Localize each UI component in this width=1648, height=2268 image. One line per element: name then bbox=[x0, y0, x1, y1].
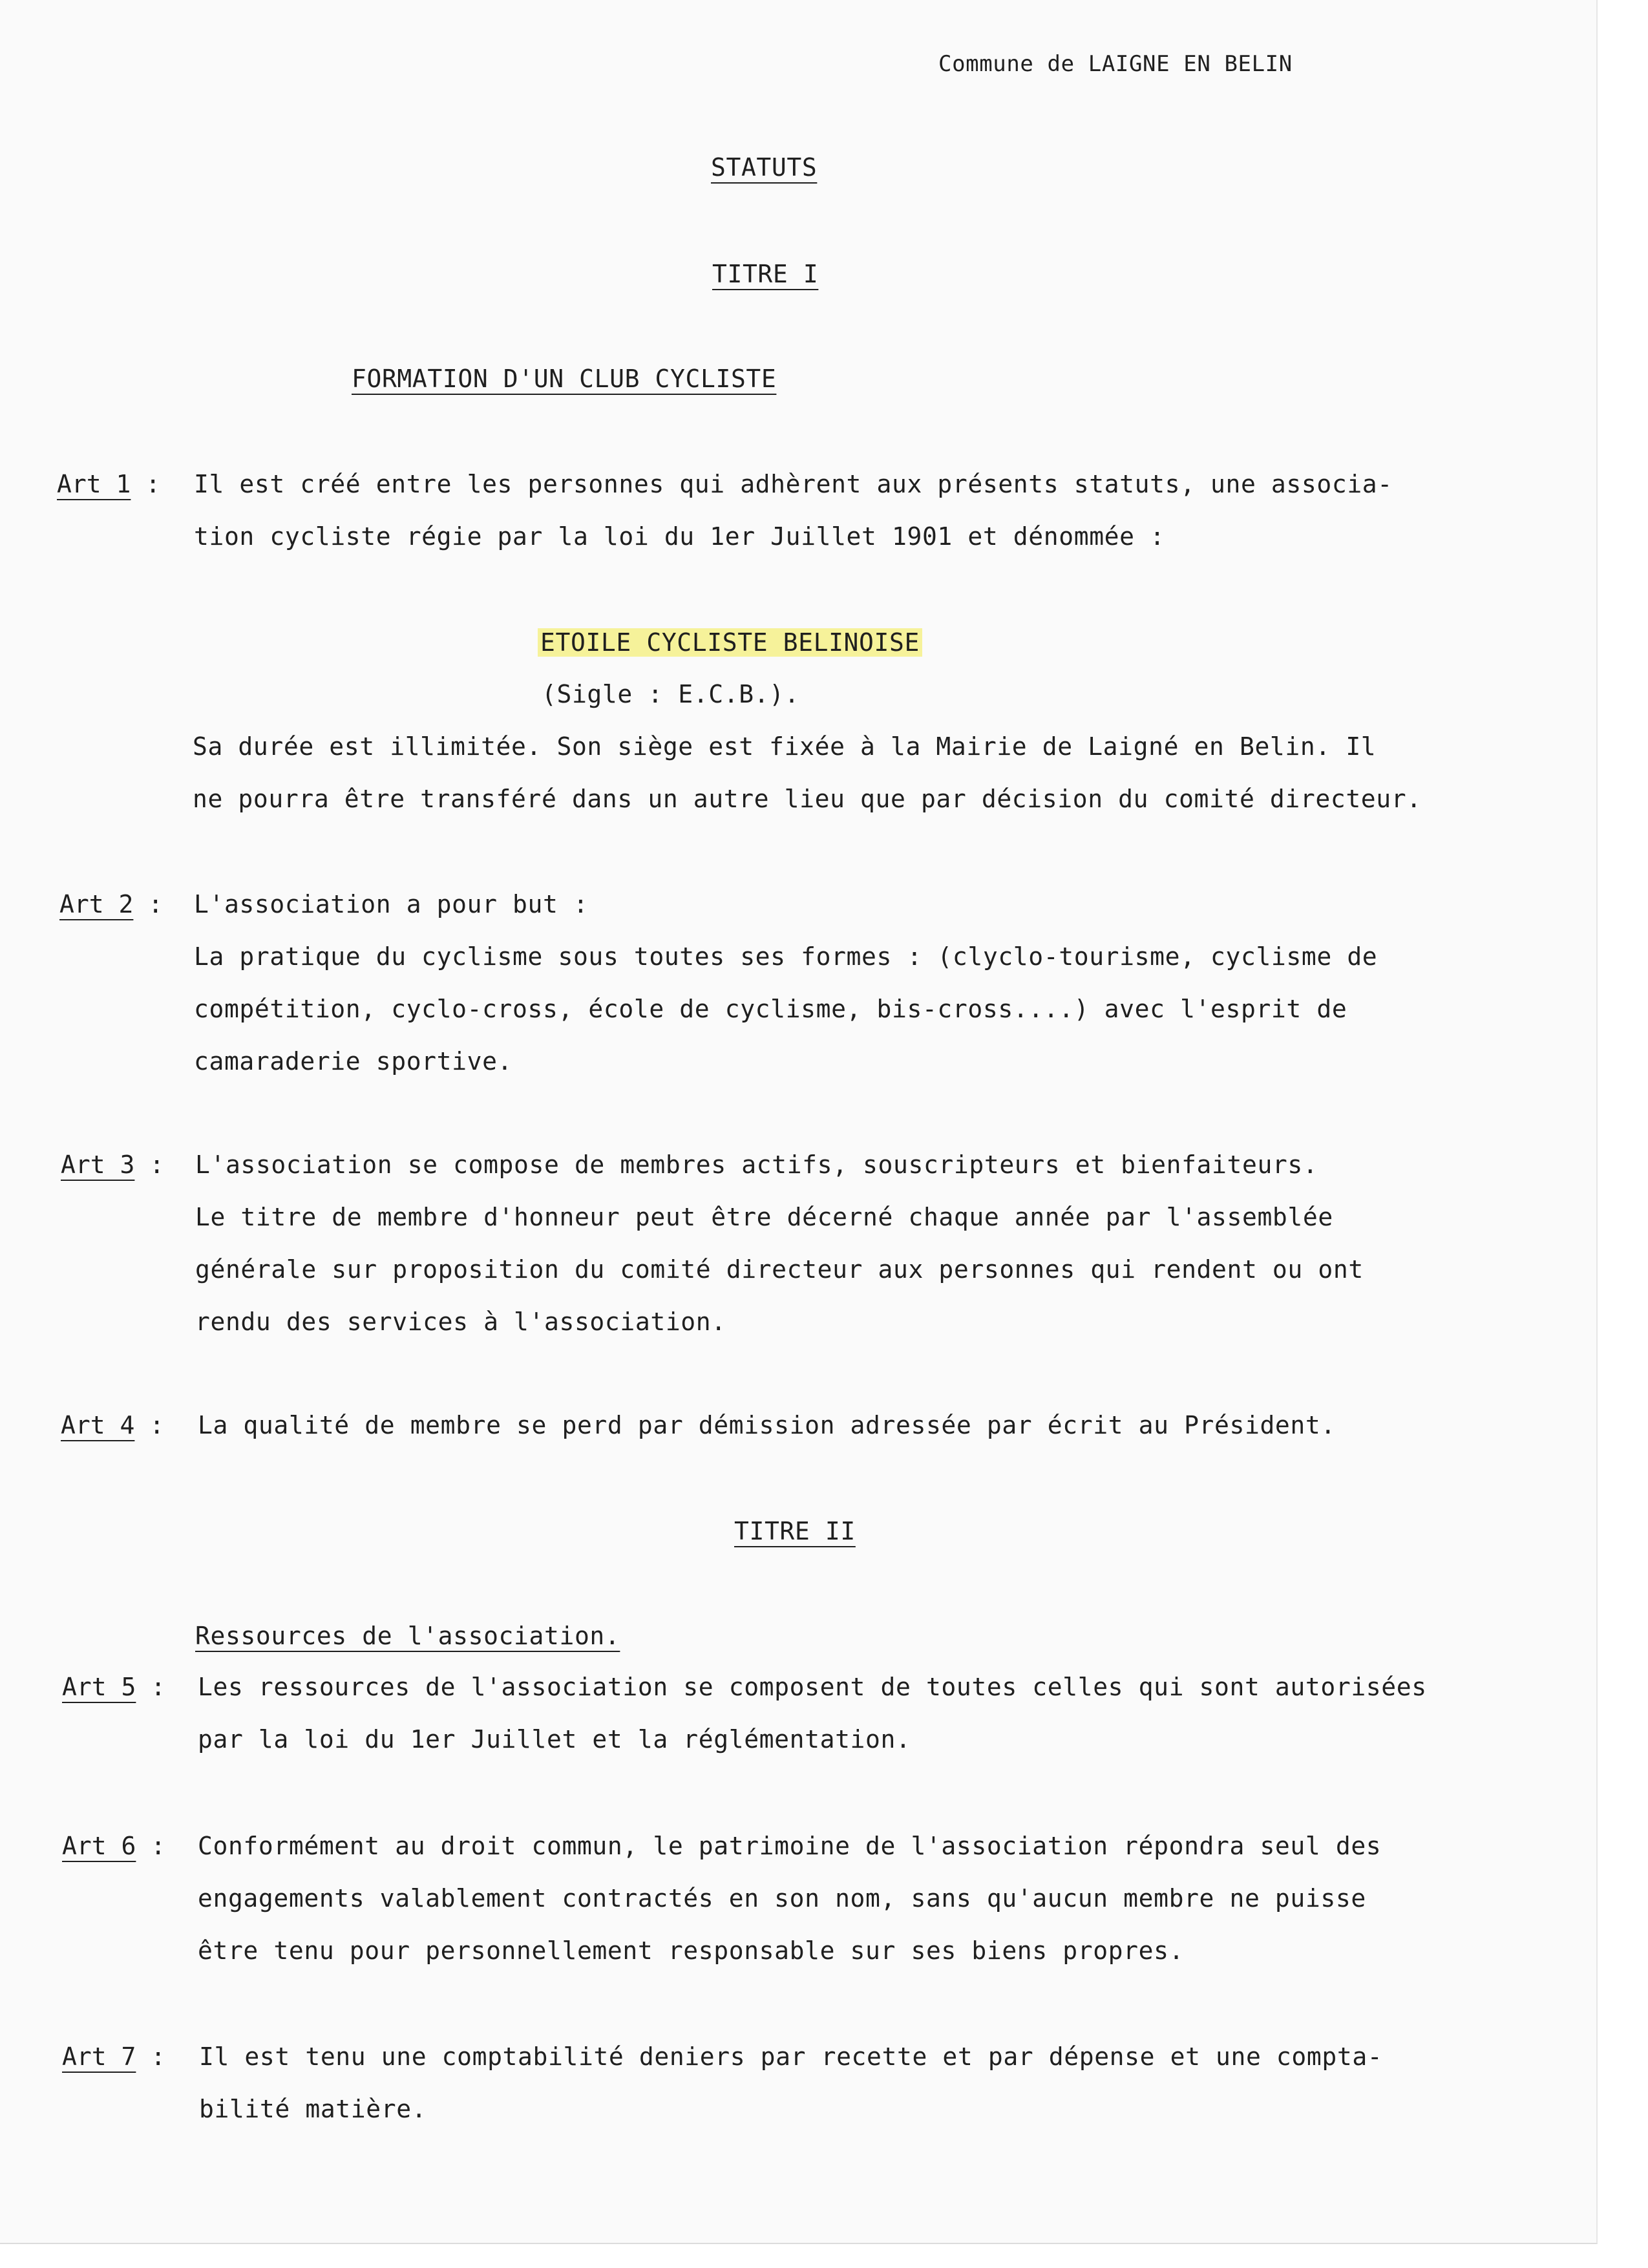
art-2-line-4: camaraderie sportive. bbox=[194, 1047, 513, 1076]
ressources-heading: Ressources de l'association. bbox=[195, 1622, 620, 1650]
art-5-label: Art 5 : bbox=[62, 1673, 166, 1701]
art-4-line-1: La qualité de membre se perd par démission adressée par écrit au Président. bbox=[198, 1411, 1336, 1439]
art-1-line-4: ne pourra être transféré dans un autre lieu que par décision du comité directeur. bbox=[193, 785, 1422, 813]
art-5-line-1: Les ressources de l'association se composent de toutes celles qui sont autorisées bbox=[198, 1673, 1427, 1701]
art-2-line-2: La pratique du cyclisme sous toutes ses formes : (clyclo-tourisme, cyclisme de bbox=[194, 942, 1378, 971]
art-3-line-1: L'association se compose de membres actifs, souscripteurs et bienfaiteurs. bbox=[195, 1150, 1318, 1179]
titre-2-heading: TITRE II bbox=[734, 1517, 856, 1545]
art-6-line-3: être tenu pour personnellement responsable sur ses biens propres. bbox=[198, 1936, 1185, 1965]
art-4-label: Art 4 : bbox=[61, 1411, 165, 1439]
association-name: ETOILE CYCLISTE BELINOISE bbox=[538, 627, 922, 658]
art-1-line-3: Sa durée est illimitée. Son siège est fixée à la Mairie de Laigné en Belin. Il bbox=[193, 732, 1377, 761]
art-3-line-3: générale sur proposition du comité directeur aux personnes qui rendent ou ont bbox=[195, 1255, 1364, 1284]
art-2-line-3: compétition, cyclo-cross, école de cyclisme, bis-cross....) avec l'esprit de bbox=[194, 995, 1347, 1023]
statuts-title: STATUTS bbox=[711, 153, 818, 182]
titre-1-heading: TITRE I bbox=[712, 260, 819, 288]
formation-heading: FORMATION D'UN CLUB CYCLISTE bbox=[352, 365, 777, 393]
art-6-line-2: engagements valablement contractés en son nom, sans qu'aucun membre ne puisse bbox=[198, 1884, 1366, 1913]
art-2-label: Art 2 : bbox=[59, 890, 164, 918]
art-3-line-2: Le titre de membre d'honneur peut être décerné chaque année par l'assemblée bbox=[195, 1203, 1333, 1231]
art-1-label: Art 1 : bbox=[57, 470, 161, 498]
commune-header: Commune de LAIGNE EN BELIN bbox=[938, 51, 1293, 77]
art-6-label: Art 6 : bbox=[62, 1832, 166, 1860]
association-sigle: (Sigle : E.C.B.). bbox=[542, 680, 800, 708]
art-7-line-2: bilité matière. bbox=[199, 2095, 427, 2123]
art-7-line-1: Il est tenu une comptabilité deniers par recette et par dépense et une compta- bbox=[199, 2042, 1383, 2071]
art-7-label: Art 7 : bbox=[62, 2042, 166, 2071]
art-6-line-1: Conformément au droit commun, le patrimoine de l'association répondra seul des bbox=[198, 1832, 1382, 1860]
art-1-line-1: Il est créé entre les personnes qui adhèrent aux présents statuts, une associa- bbox=[194, 470, 1393, 498]
art-5-line-2: par la loi du 1er Juillet et la réglémentation. bbox=[198, 1725, 911, 1754]
art-3-label: Art 3 : bbox=[61, 1150, 165, 1179]
art-3-line-4: rendu des services à l'association. bbox=[195, 1308, 726, 1336]
art-2-line-1: L'association a pour but : bbox=[194, 890, 589, 918]
art-1-line-2: tion cycliste régie par la loi du 1er Juillet 1901 et dénommée : bbox=[194, 522, 1165, 551]
